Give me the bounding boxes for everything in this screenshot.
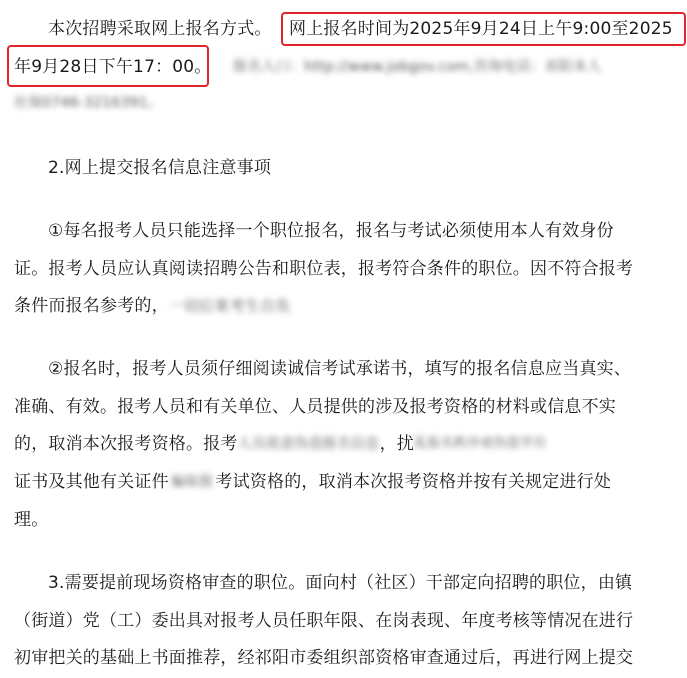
blurred-text-4: 骗取报 xyxy=(170,474,214,490)
p3-line-4 xyxy=(14,469,611,495)
p4-line-1 xyxy=(48,570,632,596)
p3-line-4-text-a: 证书及其他有关证件 xyxy=(14,472,169,492)
p3-line-3 xyxy=(14,431,546,457)
registration-time-text-part-2: 年9月28日下午17：00。 xyxy=(14,57,212,77)
section-heading-2-text: 2.网上提交报名信息注意事项 xyxy=(48,158,272,178)
p3-line-2-text: 准确、有效。报考人员和有关单位、人员提供的涉及报考资格的材料或信息不实 xyxy=(14,397,616,417)
p3-line-3-text-b: ，扰 xyxy=(379,434,415,454)
p1-line-1 xyxy=(48,16,272,42)
p1-line-2 xyxy=(14,54,602,80)
p4-line-3 xyxy=(14,645,633,671)
p3-line-5 xyxy=(14,507,48,533)
p4-line-1-text: 3.需要提前现场资格审查的职位。面向村（社区）干部定向招聘的职位，由镇 xyxy=(48,573,633,593)
p2-line-2 xyxy=(14,256,633,282)
blurred-text-2: 人员故意伪造报名信息 xyxy=(237,436,380,452)
registration-time-text-part-1: 网上报名时间为2025年9月24日上午9:00至2025 xyxy=(289,19,673,39)
p3-line-3-text-a: 的，取消本次报考资格。报考 xyxy=(14,434,238,454)
p3-line-2 xyxy=(14,394,616,420)
p2-line-1 xyxy=(48,218,614,244)
p1-line-1-highlighted xyxy=(289,16,673,42)
p2-line-3-text: 条件而报名参考的， xyxy=(14,296,169,316)
blurred-phone: 社保0746-3216391。 xyxy=(14,95,163,111)
p3-line-5-text: 理。 xyxy=(14,510,49,530)
p4-line-3-text: 初审把关的基础上书面推荐，经祁阳市委组织部资格审查通过后，再进行网上提交 xyxy=(14,648,634,668)
p3-line-1-text: ②报名时，报考人员须仔细阅读诚信考试承诺书，填写的报名信息应当真实、 xyxy=(48,359,632,379)
p1-line-3 xyxy=(14,90,162,116)
p3-line-1 xyxy=(48,356,631,382)
section-heading-2 xyxy=(48,155,271,181)
p2-line-3 xyxy=(14,293,290,319)
blurred-registration-link: 报名入口：http://www.jobgov.com,咨询电话：祁阳本人 xyxy=(233,59,602,75)
p4-line-2-text: （街道）党（工）委出具对报考人员任职年限、在岗表现、年度考核等情况在进行 xyxy=(14,611,634,631)
p2-line-2-text: 证。报考人员应认真阅读招聘公告和职位表，报考符合条件的职位。因不符合报考 xyxy=(14,259,634,279)
blurred-text-1: 一切后果考生自负 xyxy=(168,297,291,315)
blurred-text-3: 乱报名秩序或伪造学历 xyxy=(414,436,547,451)
p3-line-4-text-b: 考试资格的，取消本次报考资格并按有关规定进行处 xyxy=(215,472,612,492)
p4-line-2 xyxy=(14,608,633,634)
p1-line-1-text: 本次招聘采取网上报名方式。 xyxy=(48,19,272,39)
p2-line-1-text: ①每名报考人员只能选择一个职位报名，报名与考试必须使用本人有效身份 xyxy=(48,221,614,241)
